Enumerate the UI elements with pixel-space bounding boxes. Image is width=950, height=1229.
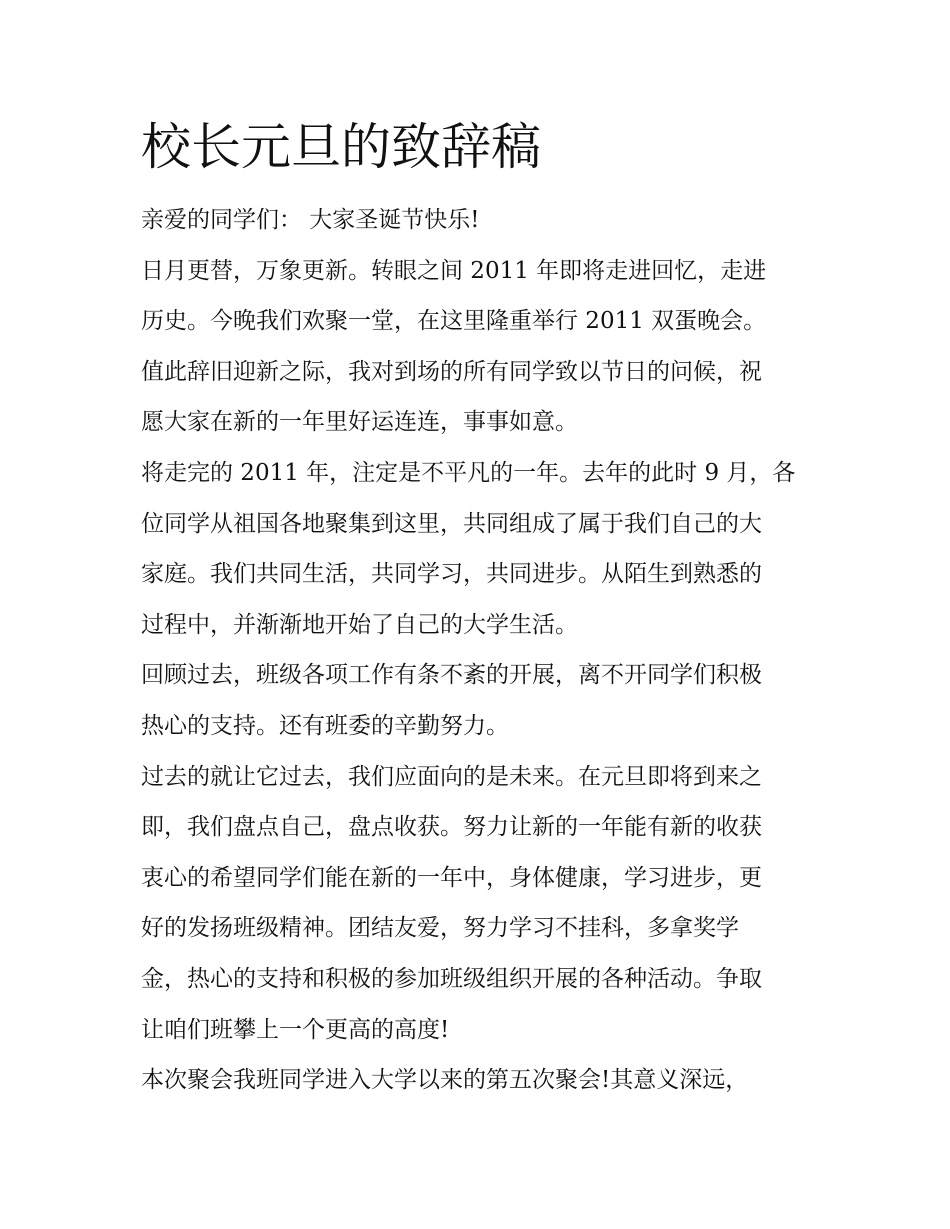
text-line: 将走完的 2011 年，注定是不平凡的一年。去年的此时 9 月，各 (141, 459, 796, 486)
text-line: 过去的就让它过去，我们应面向的是未来。在元旦即将到来之 (141, 763, 762, 790)
text-line: 历史。今晚我们欢聚一堂，在这里隆重举行 2011 双蛋晚会。 (141, 308, 767, 335)
text-line: 过程中，并渐渐地开始了自己的大学生活。 (141, 611, 578, 638)
text-line: 回顾过去，班级各项工作有条不紊的开展，离不开同学们积极 (141, 662, 762, 689)
text-line: 家庭。我们共同生活，共同学习，共同进步。从陌生到熟悉的 (141, 561, 762, 588)
text-line: 愿大家在新的一年里好运连连，事事如意。 (141, 409, 578, 436)
text-line: 亲爱的同学们： 大家圣诞节快乐! (141, 207, 480, 233)
text-line: 让咱们班攀上一个更高的高度! (141, 1016, 450, 1043)
text-line: 热心的支持。还有班委的辛勤努力。 (141, 712, 509, 739)
document-title: 校长元旦的致辞稿 (141, 118, 541, 176)
text-line: 衷心的希望同学们能在新的一年中，身体健康，学习进步，更 (141, 864, 762, 891)
text-line: 好的发扬班级精神。团结友爱，努力学习不挂科，多拿奖学 (141, 915, 739, 942)
text-line: 即，我们盘点自己，盘点收获。努力让新的一年能有新的收获 (141, 814, 762, 841)
text-line: 值此辞旧迎新之际，我对到场的所有同学致以节日的问候，祝 (141, 358, 762, 385)
text-line: 本次聚会我班同学进入大学以来的第五次聚会!其意义深远， (141, 1067, 749, 1094)
text-line: 日月更替，万象更新。转眼之间 2011 年即将走进回忆，走进 (141, 257, 767, 284)
document-body (141, 112, 816, 1106)
text-line: 位同学从祖国各地聚集到这里，共同组成了属于我们自己的大 (141, 510, 762, 537)
text-line: 金，热心的支持和积极的参加班级组织开展的各种活动。争取 (141, 965, 762, 992)
